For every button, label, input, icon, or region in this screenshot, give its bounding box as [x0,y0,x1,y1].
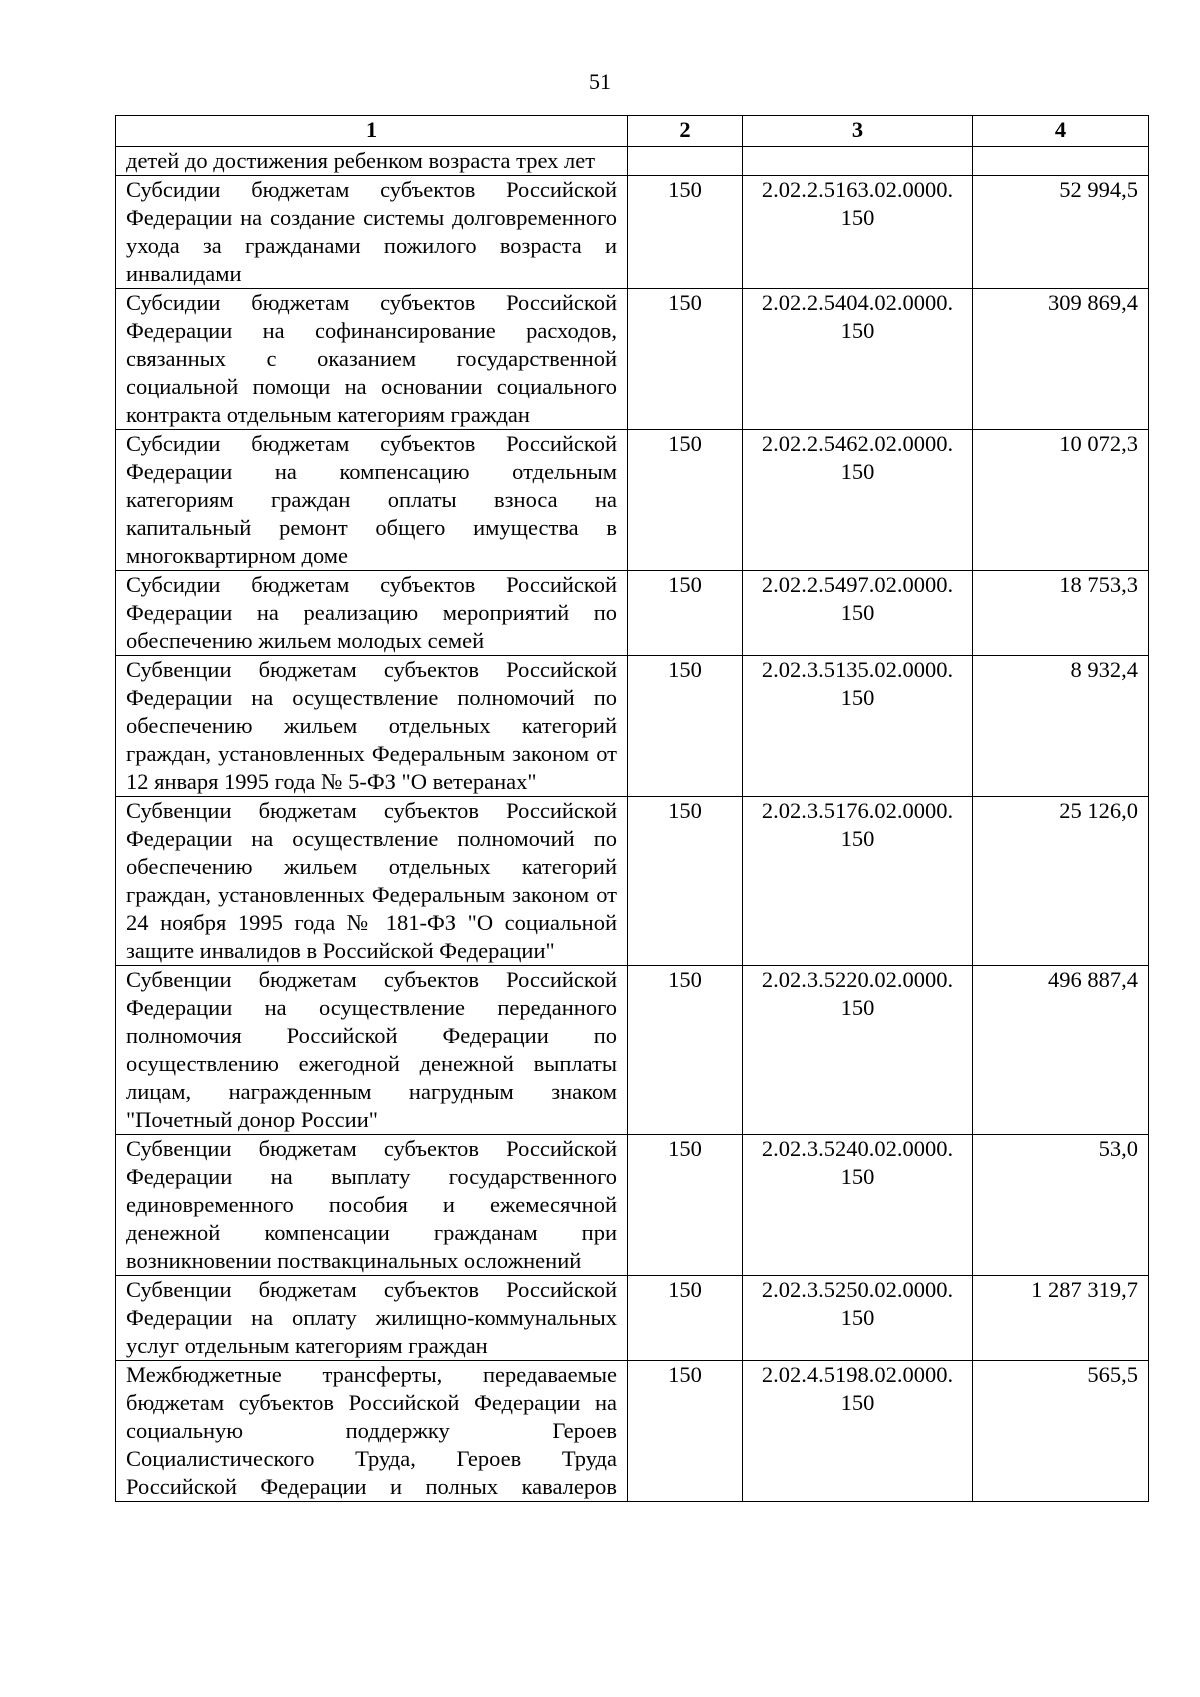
table-row [116,430,1149,571]
row-description: Межбюджетные трансферты, передаваемые бюджетам субъектов Российской Федерации на социальную поддержку Героев Социалистического Труда, Героев Труда Российской Федерации и полных кавалеров [116,1361,628,1502]
row-admin-code: 150 [628,430,743,571]
row-description: Субсидии бюджетам субъектов Российской Федерации на создание системы долговременного ухода за гражданами пожилого возраста и инвалидами [116,176,628,289]
table-row [116,966,1149,1135]
row-amount: 52 994,5 [973,176,1149,289]
row-description: Субвенции бюджетам субъектов Российской Федерации на выплату государственного единовременного пособия и ежемесячной денежной компенсации гражданам при возникновении поствакцинальных осложнений [116,1135,628,1276]
row-admin-code: 150 [628,1135,743,1276]
row-admin-code: 150 [628,289,743,430]
row-description: детей до достижения ребенком возраста трех лет [116,147,628,176]
row-classification-code: 2.02.3.5240.02.0000. 150 [743,1135,973,1276]
row-description: Субвенции бюджетам субъектов Российской Федерации на осуществление переданного полномочия Российской Федерации по осуществлению ежегодной денежной выплаты лицам, награжденным нагрудным знаком "Почетный донор России" [116,966,628,1135]
row-description: Субсидии бюджетам субъектов Российской Федерации на софинансирование расходов, связанных с оказанием государственной социальной помощи на основании социального контракта отдельным категориям граждан [116,289,628,430]
row-classification-code: 2.02.2.5462.02.0000. 150 [743,430,973,571]
row-classification-code: 2.02.2.5497.02.0000. 150 [743,571,973,656]
row-amount: 10 072,3 [973,430,1149,571]
table-row [116,797,1149,966]
row-amount: 53,0 [973,1135,1149,1276]
header-col-3: 3 [743,116,973,147]
table-row [116,289,1149,430]
row-description: Субвенции бюджетам субъектов Российской Федерации на осуществление полномочий по обеспечению жильем отдельных категорий граждан, установленных Федеральным законом от 24 ноября 1995 года № 181-ФЗ "О социальной защите инвалидов в Российской Федерации" [116,797,628,966]
row-admin-code [628,147,743,176]
row-classification-code: 2.02.2.5404.02.0000. 150 [743,289,973,430]
row-admin-code: 150 [628,571,743,656]
table-row [116,147,1149,176]
row-classification-code: 2.02.3.5176.02.0000. 150 [743,797,973,966]
row-classification-code: 2.02.2.5163.02.0000. 150 [743,176,973,289]
row-classification-code: 2.02.3.5220.02.0000. 150 [743,966,973,1135]
row-admin-code: 150 [628,656,743,797]
table-row [116,656,1149,797]
row-amount: 1 287 319,7 [973,1276,1149,1361]
page-number: 51 [589,69,611,94]
row-classification-code: 2.02.3.5135.02.0000. 150 [743,656,973,797]
header-col-4: 4 [973,116,1149,147]
row-amount: 496 887,4 [973,966,1149,1135]
row-amount: 18 753,3 [973,571,1149,656]
table-row [116,1276,1149,1361]
row-classification-code: 2.02.3.5250.02.0000. 150 [743,1276,973,1361]
row-description: Субвенции бюджетам субъектов Российской Федерации на оплату жилищно-коммунальных услуг отдельным категориям граждан [116,1276,628,1361]
row-amount: 309 869,4 [973,289,1149,430]
table-row [116,1361,1149,1502]
row-admin-code: 150 [628,1276,743,1361]
row-description: Субсидии бюджетам субъектов Российской Федерации на реализацию мероприятий по обеспечению жильем молодых семей [116,571,628,656]
row-admin-code: 150 [628,1361,743,1502]
row-description: Субвенции бюджетам субъектов Российской Федерации на осуществление полномочий по обеспечению жильем отдельных категорий граждан, установленных Федеральным законом от 12 января 1995 года № 5-ФЗ "О ветеранах" [116,656,628,797]
table-row [116,176,1149,289]
row-amount: 25 126,0 [973,797,1149,966]
row-description: Субсидии бюджетам субъектов Российской Федерации на компенсацию отдельным категориям граждан оплаты взноса на капитальный ремонт общего имущества в многоквартирном доме [116,430,628,571]
header-col-1: 1 [116,116,628,147]
table-row [116,571,1149,656]
row-amount: 565,5 [973,1361,1149,1502]
header-col-2: 2 [628,116,743,147]
row-admin-code: 150 [628,966,743,1135]
row-classification-code [743,147,973,176]
row-amount [973,147,1149,176]
header-row [116,116,1149,147]
row-amount: 8 932,4 [973,656,1149,797]
row-admin-code: 150 [628,176,743,289]
budget-table [115,115,1149,1502]
row-classification-code: 2.02.4.5198.02.0000. 150 [743,1361,973,1502]
row-admin-code: 150 [628,797,743,966]
table-row [116,1135,1149,1276]
